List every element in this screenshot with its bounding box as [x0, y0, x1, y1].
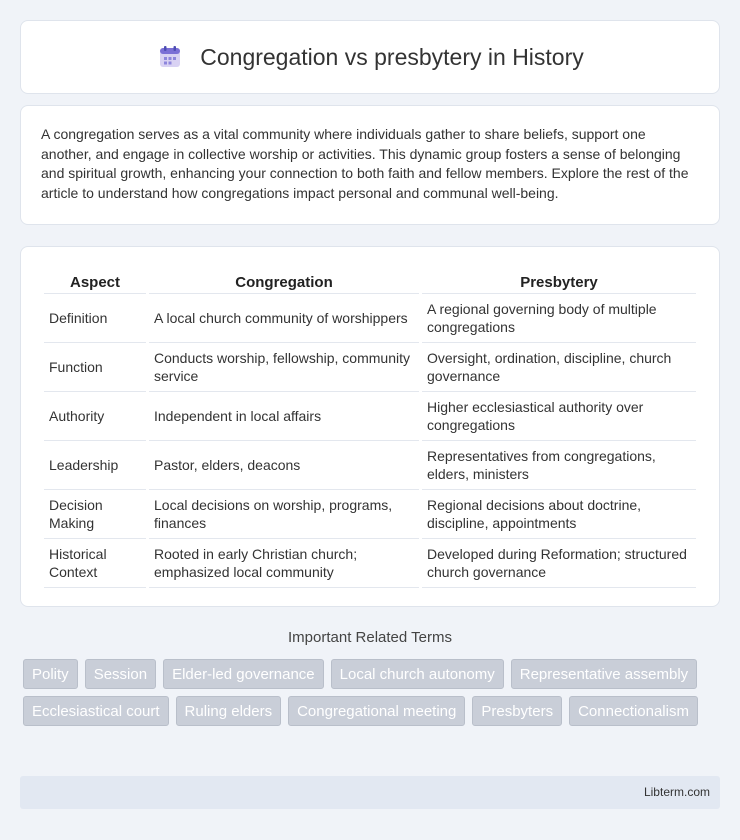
footer-site-link[interactable]: Libterm.com	[643, 785, 710, 799]
term-chip[interactable]: Presbyters	[472, 696, 562, 726]
table-row	[44, 440, 696, 489]
header-presbytery: Presbytery	[520, 274, 598, 291]
term-chip[interactable]: Connectionalism	[569, 696, 698, 726]
comparison-table	[41, 267, 699, 588]
table-row	[44, 538, 696, 588]
cell-presbytery: Regional decisions about doctrine, discipline, appointments	[422, 489, 696, 538]
cell-aspect: Authority	[44, 391, 146, 440]
related-terms-list	[20, 659, 720, 726]
title-card	[20, 20, 720, 94]
cell-presbytery: A regional governing body of multiple congregations	[422, 293, 696, 342]
table-row	[44, 489, 696, 538]
calendar-icon	[156, 43, 184, 71]
term-chip[interactable]: Local church autonomy	[331, 659, 504, 689]
cell-congregation: Independent in local affairs	[149, 391, 419, 440]
intro-text: A congregation serves as a vital community where individuals gather to share beliefs, support one another, and engage in collective worship or activities. This dynamic group fosters a sense of belonging and spiritual growth, enhancing your connection to both faith and fellow members. Explore the rest of the article to understand how congregations impact personal and communal well-being.	[41, 126, 689, 201]
cell-congregation: Local decisions on worship, programs, finances	[149, 489, 419, 538]
cell-presbytery: Oversight, ordination, discipline, church governance	[422, 342, 696, 391]
cell-congregation: A local church community of worshippers	[149, 293, 419, 342]
cell-aspect: Definition	[44, 293, 146, 342]
table-row	[44, 293, 696, 342]
term-chip[interactable]: Representative assembly	[511, 659, 697, 689]
header-congregation: Congregation	[235, 274, 333, 291]
cell-presbytery: Higher ecclesiastical authority over congregations	[422, 391, 696, 440]
page-title: Congregation vs presbytery in History	[200, 43, 584, 70]
cell-congregation: Conducts worship, fellowship, community service	[149, 342, 419, 391]
footer-bar	[20, 776, 720, 809]
cell-presbytery: Representatives from congregations, elders, ministers	[422, 440, 696, 489]
cell-congregation: Pastor, elders, deacons	[149, 440, 419, 489]
term-chip[interactable]: Elder-led governance	[163, 659, 324, 689]
header-aspect: Aspect	[69, 274, 121, 291]
cell-aspect: Leadership	[44, 440, 146, 489]
comparison-table-card	[20, 246, 720, 607]
term-chip[interactable]: Ruling elders	[176, 696, 282, 726]
cell-aspect: Decision Making	[44, 489, 146, 538]
related-terms-heading: Important Related Terms	[288, 629, 452, 646]
term-chip[interactable]: Congregational meeting	[288, 696, 465, 726]
cell-aspect: Function	[44, 342, 146, 391]
table-row	[44, 391, 696, 440]
term-chip[interactable]: Polity	[23, 659, 78, 689]
term-chip[interactable]: Session	[85, 659, 156, 689]
intro-card	[20, 105, 720, 225]
cell-aspect: Historical Context	[44, 538, 146, 588]
table-row	[44, 342, 696, 391]
cell-presbytery: Developed during Reformation; structured church governance	[422, 538, 696, 588]
table-header-row	[44, 267, 696, 293]
cell-congregation: Rooted in early Christian church; emphasized local community	[149, 538, 419, 588]
term-chip[interactable]: Ecclesiastical court	[23, 696, 169, 726]
